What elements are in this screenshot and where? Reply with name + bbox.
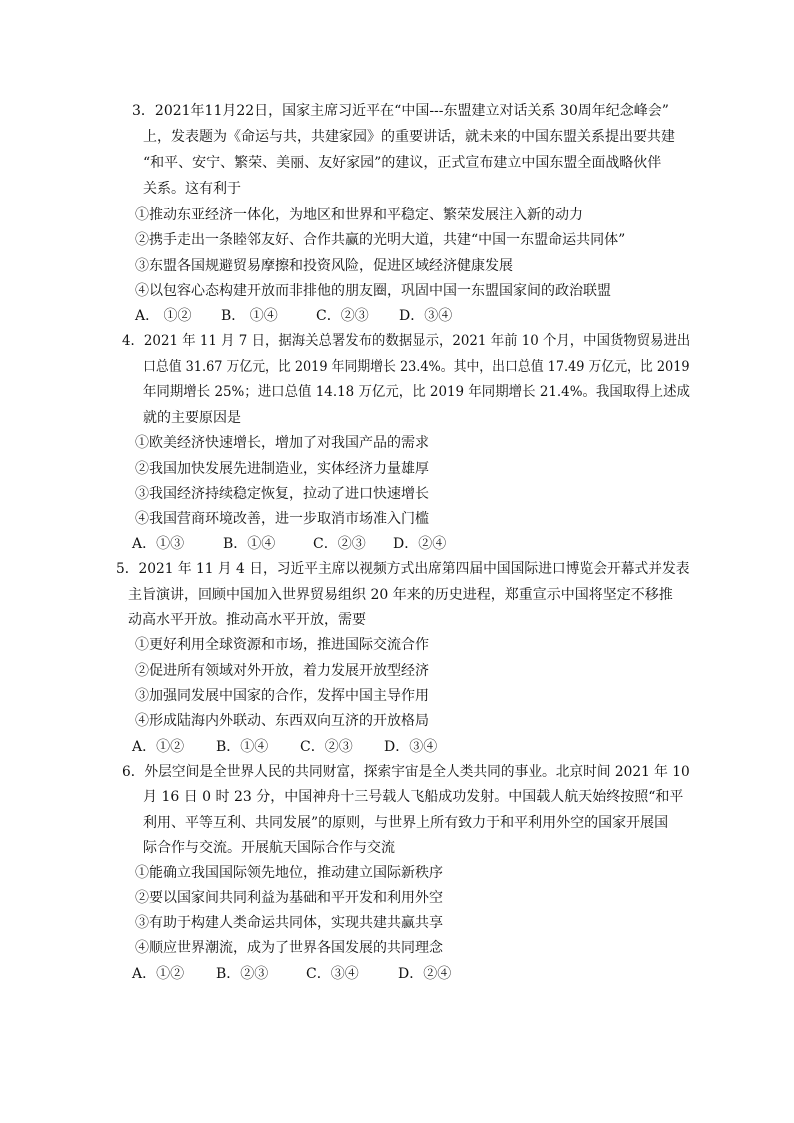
option-statement: ②促进所有领域对外开放，着力发展开放型经济 (135, 663, 429, 679)
option-statement: ③我国经济持续稳定恢复，拉动了进口快速增长 (135, 486, 429, 502)
answer-choice-b[interactable]: B．①④ (216, 739, 269, 755)
option-statement: ②要以国家间共同利益为基础和平开发和利用外空 (135, 890, 443, 906)
answer-choice-d[interactable]: D．③④ (399, 308, 453, 324)
option-statement: ①推动东亚经济一体化，为地区和世界和平稳定、繁荣发展注入新的动力 (135, 207, 583, 223)
answer-choice-c[interactable]: C．②③ (313, 536, 366, 552)
option-statement: ②携手走出一条睦邻友好、合作共赢的光明大道，共建“中国一东盟命运共同体” (135, 232, 626, 248)
option-statement: ①欧美经济快速增长，增加了对我国产品的需求 (135, 435, 429, 451)
answer-choice-c[interactable]: C．②③ (316, 308, 369, 324)
question-stem-line: 月 16 日 0 时 23 分，中国神舟十三号载人飞船成功发射。中国载人航天始终按照“和平 (143, 789, 684, 805)
option-statement: ①能确立我国国际领先地位，推动建立国际新秩序 (135, 865, 443, 881)
question-stem-line: 6．外层空间是全世界人民的共同财富，探索宇宙是全人类共同的事业。北京时间 2021 年 10 (122, 764, 690, 780)
answer-choice-a[interactable]: A．①② (132, 739, 185, 755)
answer-choice-a[interactable]: A．①② (132, 966, 185, 982)
answer-choice-b[interactable]: B．②③ (216, 966, 269, 982)
answer-choice-c[interactable]: C．③④ (306, 966, 359, 982)
option-statement: ④以包容心态构建开放而非排他的朋友圈，巩固中国一东盟国家间的政治联盟 (135, 283, 611, 299)
question-stem-line: “和平、安宁、繁荣、美丽、友好家园”的建议，正式宣布建立中国东盟全面战略伙伴 (143, 155, 662, 171)
question-stem-line: 4．2021 年 11 月 7 日，据海关总署发布的数据显示，2021 年前 10 个月，中国货物贸易进出 (122, 333, 691, 349)
question-stem-line: 5．2021 年 11 月 4 日，习近平主席以视频方式出席第四届中国国际进口博览会开幕式并发表 (116, 561, 690, 577)
answer-choice-a[interactable]: A． ①② (135, 308, 192, 324)
question-stem-line: 利用、平等互利、共同发展”的原则，与世界上所有致力于和平利用外空的国家开展国 (143, 815, 669, 831)
option-statement: ①更好利用全球资源和市场，推进国际交流合作 (135, 637, 429, 653)
answer-choice-d[interactable]: D．②④ (393, 536, 447, 552)
question-stem-line: 动高水平开放。推动高水平开放，需要 (128, 612, 366, 628)
question-stem-line: 上，发表题为《命运与共，共建家园》的重要讲话，就未来的中国东盟关系提出要共建 (143, 129, 675, 145)
option-statement: ④形成陆海内外联动、东西双向互济的开放格局 (135, 713, 429, 729)
question-stem-line: 口总值 31.67 万亿元，比 2019 年同期增长 23.4%。其中，出口总值 17.49 万亿元，比 2019 (143, 359, 690, 375)
option-statement: ②我国加快发展先进制造业，实体经济力量雄厚 (135, 461, 429, 477)
question-stem-line: 3．2021年11月22日，国家主席习近平在“中国---东盟建立对话关系 30周年纪念峰会” (132, 103, 669, 119)
answer-choice-c[interactable]: C．②③ (300, 739, 353, 755)
answer-choice-a[interactable]: A．①③ (132, 536, 185, 552)
option-statement: ③加强同发展中国家的合作，发挥中国主导作用 (135, 688, 429, 704)
question-stem-line: 年同期增长 25%；进口总值 14.18 万亿元，比 2019 年同期增长 21.4%。我国取得上述成 (143, 384, 690, 400)
option-statement: ③有助于构建人类命运共同体，实现共建共赢共享 (135, 915, 443, 931)
answer-choice-b[interactable]: B．①④ (223, 536, 276, 552)
answer-choice-b[interactable]: B． ①④ (221, 308, 278, 324)
question-stem-line: 就的主要原因是 (143, 410, 241, 426)
question-stem-line: 际合作与交流。开展航天国际合作与交流 (143, 840, 395, 856)
option-statement: ④我国营商环境改善，进一步取消市场准入门槛 (135, 511, 429, 527)
option-statement: ③东盟各国规避贸易摩擦和投资风险，促进区域经济健康发展 (135, 258, 513, 274)
answer-choice-d[interactable]: D．②④ (398, 966, 452, 982)
question-stem-line: 主旨演讲，回顾中国加入世界贸易组织 20 年来的历史进程，郑重宣示中国将坚定不移推 (128, 587, 673, 603)
question-stem-line: 关系。这有利于 (143, 181, 241, 197)
answer-choice-d[interactable]: D．③④ (384, 739, 438, 755)
option-statement: ④顺应世界潮流，成为了世界各国发展的共同理念 (135, 940, 443, 956)
